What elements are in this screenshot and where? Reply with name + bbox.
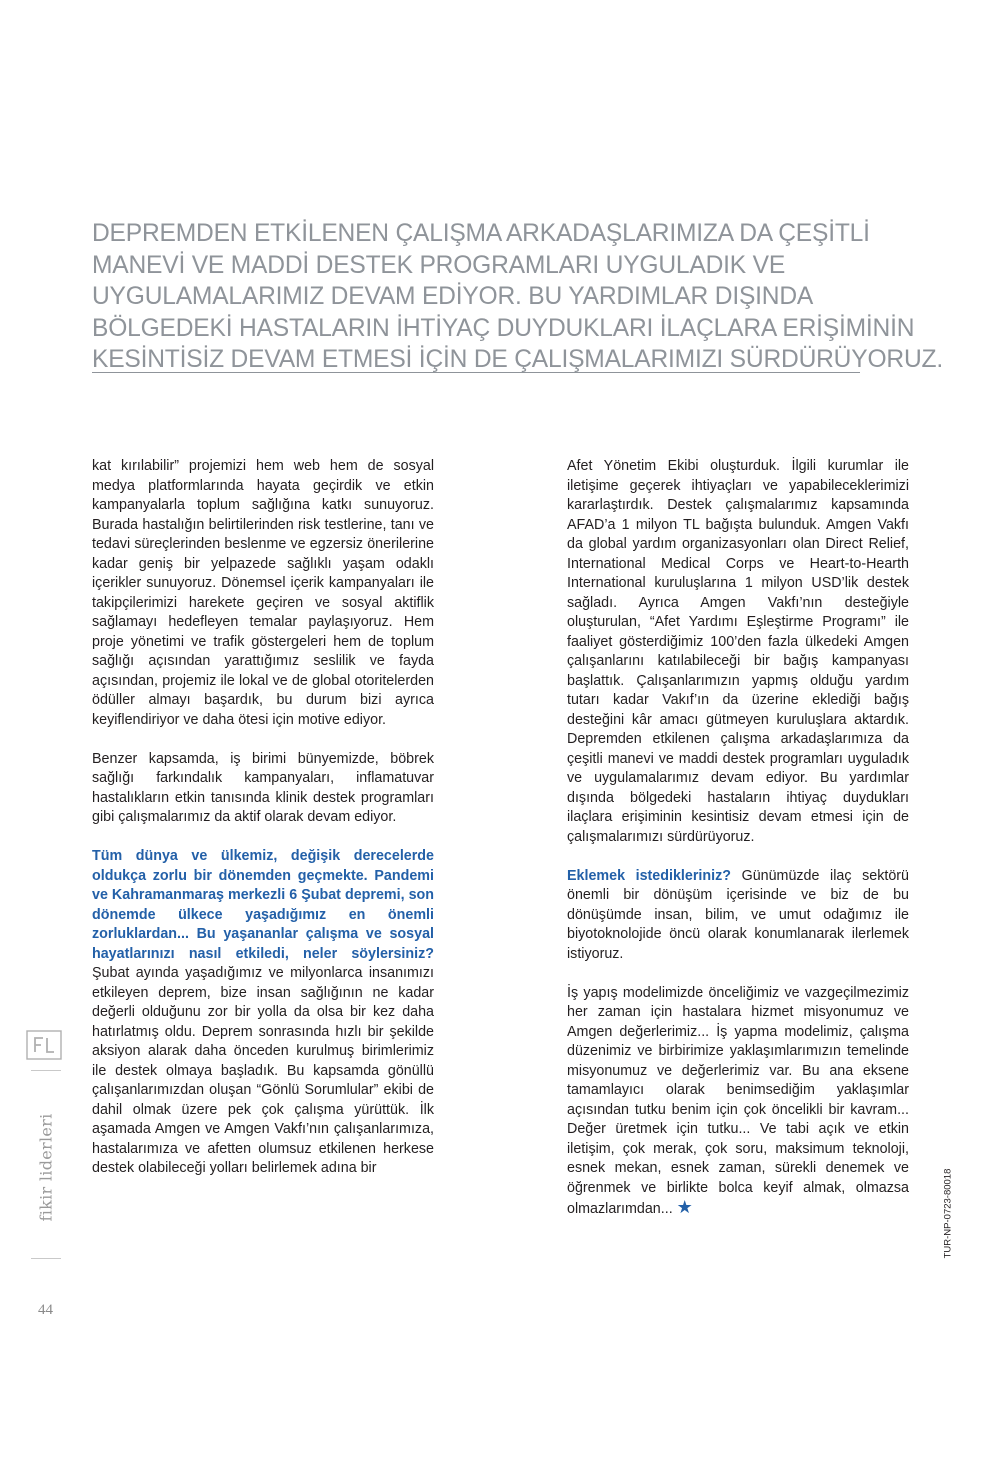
closing-paragraph [567,984,909,1220]
body-paragraph: kat kırılabilir” projemizi hem web hem de sosyal medya platformlarında hayata geçirdik ve etkin kampanyalarla toplum sağlığına katkı sunuyoruz. Burada hastalığın belirtilerinden risk testlerine, tanı ve tedavi süreçlerinden beslenme ve egzersiz önerilerine kadar geniş bir yelpazede sağlıklı yaşam odaklı içerikler sunuyoruz. Dönemsel içerik kampanyaları ile takipçilerimizi harekete geçiren ve sosyal aktiflik sağlamayı hedefleyen temalar paylaşıyoruz. Hem proje yönetimi ve trafik göstergeleri hem de toplum sağlığı açısından yarattığımız seslilik ve fayda açısından, projemiz ile lokal ve de global otoritelerden ödüller almayı başardık, bu durum bizi ayrıca keyiflendiriyor ve daha ötesi için motive ediyor. [92,458,434,728]
sidebar-divider [31,1258,61,1259]
right-column [567,457,909,1220]
fl-logo-text: FL [44,1050,46,1051]
section-label: fikir liderleri [36,1113,56,1222]
fl-logo-icon [26,1030,62,1060]
interview-answer: Günümüzde ilaç sektörü önemli bir dönüşüm içerisinde ve biz de bu dönüşümde insan, bilim, ve umut odağımız ile biyotoknolojide öncü olarak konumlanarak ilerlemek istiyoruz. [567,867,909,962]
sidebar-divider [31,1070,61,1071]
pull-quote-line: MANEVİ VE MADDİ DESTEK PROGRAMLARI UYGULADIK VE [92,251,786,279]
body-paragraph: Benzer kapsamda, iş birimi bünyemizde, böbrek sağlığı farkındalık kampanyaları, inflamatuvar hastalıkların etkin tanısında klinik destek programları gibi çalışmalarımız da aktif olarak devam ediyor. [92,750,434,825]
end-mark-star-icon: ★ [676,1197,693,1217]
pull-quote-line: UYGULAMALARIMIZ DEVAM EDİYOR. BU YARDIMLAR DIŞINDA [92,283,814,310]
sidebar [26,1030,66,1222]
page-number: 44 [38,1302,53,1318]
interview-answer: Şubat ayında yaşadığımız ve milyonlarca insanımızı etkileyen deprem, bize insan sağlığının ne kadar değerli olduğunu zor bir yolla da olsa bir kez daha hatırlatmış oldu. Deprem sonrasında hızlı bir şekilde aksiyon alarak daha önceden kurulmuş birimlerimiz ile destek olmaya başladık. Bu kapsamda gönüllü çalışanlarımızdan oluşan “Gönlü Sorumlular” ekibi de dahil olmak üzere pek çok çalışma yürüttük. İlk aşamada Amgen ve Amgen Vakfı’nın çalışanlarımıza, hastalarımıza ve afetten olumsuz etkilenen herkese destek olabileceği yolları belirlemek adına bir [92,965,434,1176]
pull-quote-divider [92,372,860,373]
pull-quote-line: BÖLGEDEKİ HASTALARIN İHTİYAÇ DUYDUKLARI İLAÇLARA ERİŞİMİNİN [92,314,915,342]
document-code: TUR-NP-0723-80018 [942,1168,954,1259]
interview-paragraph [567,867,909,965]
body-paragraph: Afet Yönetim Ekibi oluşturduk. İlgili kurumlar ile iletişime geçerek ihtiyaçları ve yapabileceklerimizi kararlaştırdık. Destek çalışmalarımız kapsamında AFAD’a 1 milyon TL bağışta bulunduk. Amgen Vakfı da global yardım organizasyonları olan Direct Relief, International Medical Corps ve Heart-to-Hearth International kuruluşlarına 1 milyon USD’lik destek sağladı. Ayrıca Amgen Vakfı’nın desteğiyle oluşturulan, “Afet Yardımı Eşleştirme Programı” ile faaliyet gösterdiğimiz 100’den fazla ülkedeki Amgen çalışanlarını katılabileceği bir bağış kampanyası başlattık. Çalışanlarımızın yapmış olduğu yardım tutarı kadar Vakıf’ın da üzerine eklediği bağış desteğini kâr amacı gütmeyen kuruluşlara aktardık. Depremden etkilenen çalışma arkadaşlarımıza da çeşitli manevi ve maddi destek programları uyguladık ve uygulamalarımız devam ediyor. Bu yardımlar dışında bölgedeki hastaların ihtiyaç duydukları ilaçlara erişiminin kesintisiz devam etmesi için de çalışmalarımızı sürdürüyoruz. [567,458,909,845]
interview-question: Tüm dünya ve ülkemiz, değişik derecelerde oldukça zorlu bir dönemden geçmekte. Pandemi ve Kahramanmaraş merkezli 6 Şubat depremi, son dönemde ülkece yaşadığımız en önemli zorluklardan... Bu yaşananlar çalışma ve sosyal hayatlarınızı nasıl etkiledi, neler söylersiniz? [92,848,434,962]
pull-quote [92,218,943,376]
interview-paragraph [92,847,434,1179]
closing-text: İş yapış modelimizde önceliğimiz ve vazgeçilmezimiz her zaman için hastalara hizmet misyonumuz ve Amgen değerlerimiz... İş yapma modelimiz, çalışma düzenimiz ve birbirimize yaklaşımlarımızın temelinde misyonumuz ve değerlerimiz var. Bu ana eksene tamamlayıcı olarak benimsediğim yaklaşımlar açısından tutku benim için çok öncelikli bir kavram... Değer üretmek için tutku... Ve tabi açık ve etkin iletişim, çok merak, çok soru, maksimum teknoloji, esnek mekan, esnek zaman, sürekli denemek ve öğrenmek ve birlikte bolca keyif almak, olmazsa olmazlarımdan... [567,984,909,1217]
pull-quote-line: KESİNTİSİZ DEVAM ETMESİ İÇİN DE ÇALIŞMALARIMIZI SÜRDÜRÜYORUZ. [92,346,943,373]
pull-quote-line: DEPREMDEN ETKİLENEN ÇALIŞMA ARKADAŞLARIMIZA DA ÇEŞİTLİ [92,220,870,247]
interview-question: Eklemek istedikleriniz? [567,867,731,884]
left-column [92,457,434,1179]
